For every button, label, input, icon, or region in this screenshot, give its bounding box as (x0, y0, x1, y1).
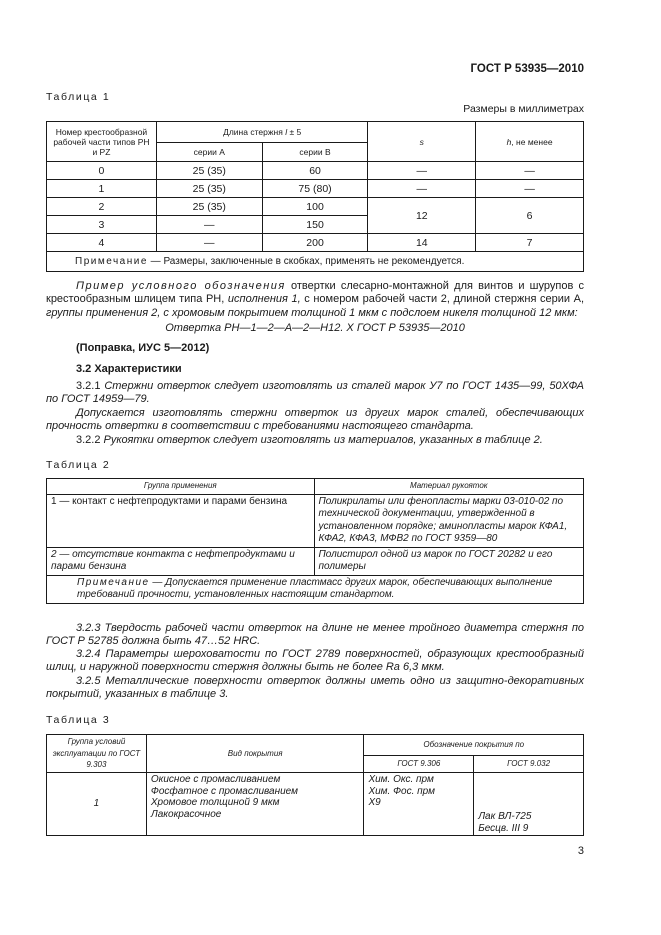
table3-header-coating: Вид покрытия (146, 735, 364, 773)
table1-cell: 2 (47, 198, 157, 216)
table3-header-designation: Обозначение покрытия по (364, 735, 584, 756)
table1 (46, 121, 584, 272)
table1-cell: 25 (35) (156, 180, 262, 198)
designation-formula: Отвертка PH—1—2—А—2—Н12. Х ГОСТ Р 53935—2010 (165, 322, 465, 334)
table1-cell: 0 (47, 162, 157, 180)
table-row (47, 773, 584, 836)
table2-cell: 1 — контакт с нефтепродуктами и парами бензина (47, 494, 315, 547)
table3-cell (146, 773, 364, 836)
table1-header-s: s (368, 122, 476, 162)
table2-cell: Поликрилаты или фенопласты марки 03-010-02 по технической документации, утвержденной в установленном порядке; аминопласты марок КФА1, КФА2, КФА3, МФВ2 по ГОСТ 9359—80 (314, 494, 583, 547)
amendment-note: (Поправка, ИУС 5—2012) (76, 342, 210, 354)
list-item: Лакокрасочное (150, 808, 222, 820)
list-item: Лак ВЛ-725 (478, 811, 532, 822)
table2-cell: Полистирол одной из марок по ГОСТ 20282 и его полимеры (314, 547, 583, 575)
table1-cell: — (368, 162, 476, 180)
table1-cell: 75 (80) (262, 180, 368, 198)
list-item: Х9 (368, 797, 381, 808)
table3-cell (364, 773, 474, 836)
table3-caption: Таблица 3 (46, 714, 111, 726)
table2-caption: Таблица 2 (46, 459, 111, 471)
table1-cell: 60 (262, 162, 368, 180)
list-item: Окисное с промасливанием (150, 774, 281, 785)
page-number: 3 (577, 845, 584, 857)
table1-cell: 12 (368, 198, 476, 234)
table1-header-h: h, не менее (476, 122, 584, 162)
table3 (46, 734, 584, 836)
table1-header-length: Длина стержня l ± 5 (156, 122, 368, 143)
table1-header-number: Номер крестообразной рабочей части типов PH и PZ (47, 122, 157, 162)
table1-cell: 1 (47, 180, 157, 198)
table1-cell: — (476, 162, 584, 180)
table3-cell: 1 (47, 773, 147, 836)
section-title: 3.2 Характеристики (76, 363, 182, 375)
table1-cell: 100 (262, 198, 368, 216)
document-code-header: ГОСТ Р 53935—2010 (470, 63, 584, 75)
table1-cell: 150 (262, 216, 368, 234)
list-item: Хромовое толщиной 9 мкм (150, 797, 280, 808)
table1-cell: — (476, 180, 584, 198)
table-row (47, 547, 584, 575)
table3-cell (474, 773, 584, 836)
table2 (46, 478, 584, 604)
paragraph-3-2-3: 3.2.3 Твердость рабочей части отверток на длине не менее тройного диаметра стержня по ГОСТ Р 52785 должна быть 47…52 HRC. (46, 622, 584, 648)
table1-units-note: Размеры в миллиметрах (463, 103, 584, 115)
table1-cell: 4 (47, 234, 157, 252)
table1-note: Примечание — Размеры, заключенные в скобках, применять не рекомендуется. (47, 252, 584, 272)
table2-header-material: Материал рукояток (314, 479, 583, 495)
table-row (47, 234, 584, 252)
table1-cell: 25 (35) (156, 198, 262, 216)
paragraph-3-2-2: 3.2.2 Рукоятки отверток следует изготовлять из материалов, указанных в таблице 2. (76, 434, 543, 446)
table1-cell: — (368, 180, 476, 198)
table1-cell: 14 (368, 234, 476, 252)
table1-cell: 3 (47, 216, 157, 234)
table1-header-series-b: серии В (262, 143, 368, 162)
table1-header-series-a: серии А (156, 143, 262, 162)
table1-caption: Таблица 1 (46, 91, 111, 103)
paragraph-3-2-1: 3.2.1 Стержни отверток следует изготовлять из сталей марок У7 по ГОСТ 1435—99, 50ХФА по ГОСТ 14959—79. (46, 380, 584, 406)
table1-cell: 6 (476, 198, 584, 234)
table1-cell: 7 (476, 234, 584, 252)
table-row (47, 198, 584, 216)
table2-note: Примечание — Допускается применение пластмасс других марок, обеспечивающих выполнение требований прочности, установленных настоящим стандартом. (47, 575, 584, 603)
table3-header-group: Группа условий эксплуатации по ГОСТ 9.303 (47, 735, 147, 773)
table1-cell: 200 (262, 234, 368, 252)
paragraph-3-2-4: 3.2.4 Параметры шероховатости по ГОСТ 2789 поверхностей, образующих крестообразный шлиц, и наружной поверхности стержня должны быть не более Ra 6,3 мкм. (46, 648, 584, 674)
table-row (47, 494, 584, 547)
table1-cell: — (156, 234, 262, 252)
designation-example: Пример условного обозначения отвертки слесарно-монтажной для винтов и шурупов с крестообразным шлицем типа PH, исполнения 1, с номером рабочей части 2, длиной стержня серии А, группы применения 2, с хромовым покрытием толщиной 1 мкм с подслоем никеля толщиной 12 мкм: (46, 280, 585, 319)
list-item: Хим. Фос. прм (368, 785, 435, 797)
table-row (47, 162, 584, 180)
list-item: Хим. Окс. прм (368, 774, 434, 785)
paragraph-3-2-1-b: Допускается изготовлять стержни отверток из других марок сталей, обеспечивающих прочность отвертки в соответствии с требованиями настоящего стандарта. (46, 407, 584, 433)
table3-header-gost-9-306: ГОСТ 9.306 (364, 756, 474, 773)
table1-cell: — (156, 216, 262, 234)
paragraph-3-2-5: 3.2.5 Металлические поверхности отверток должны иметь одно из защитно-декоративных покрытий, указанных в таблице 3. (46, 675, 584, 701)
table3-header-gost-9-032: ГОСТ 9.032 (474, 756, 584, 773)
table-row (47, 180, 584, 198)
table2-header-group: Группа применения (47, 479, 315, 495)
table2-cell: 2 — отсутствие контакта с нефтепродуктами и парами бензина (47, 547, 315, 575)
list-item: Бесцв. III 9 (478, 822, 529, 834)
list-item: Фосфатное с промасливанием (150, 785, 298, 797)
table1-cell: 25 (35) (156, 162, 262, 180)
